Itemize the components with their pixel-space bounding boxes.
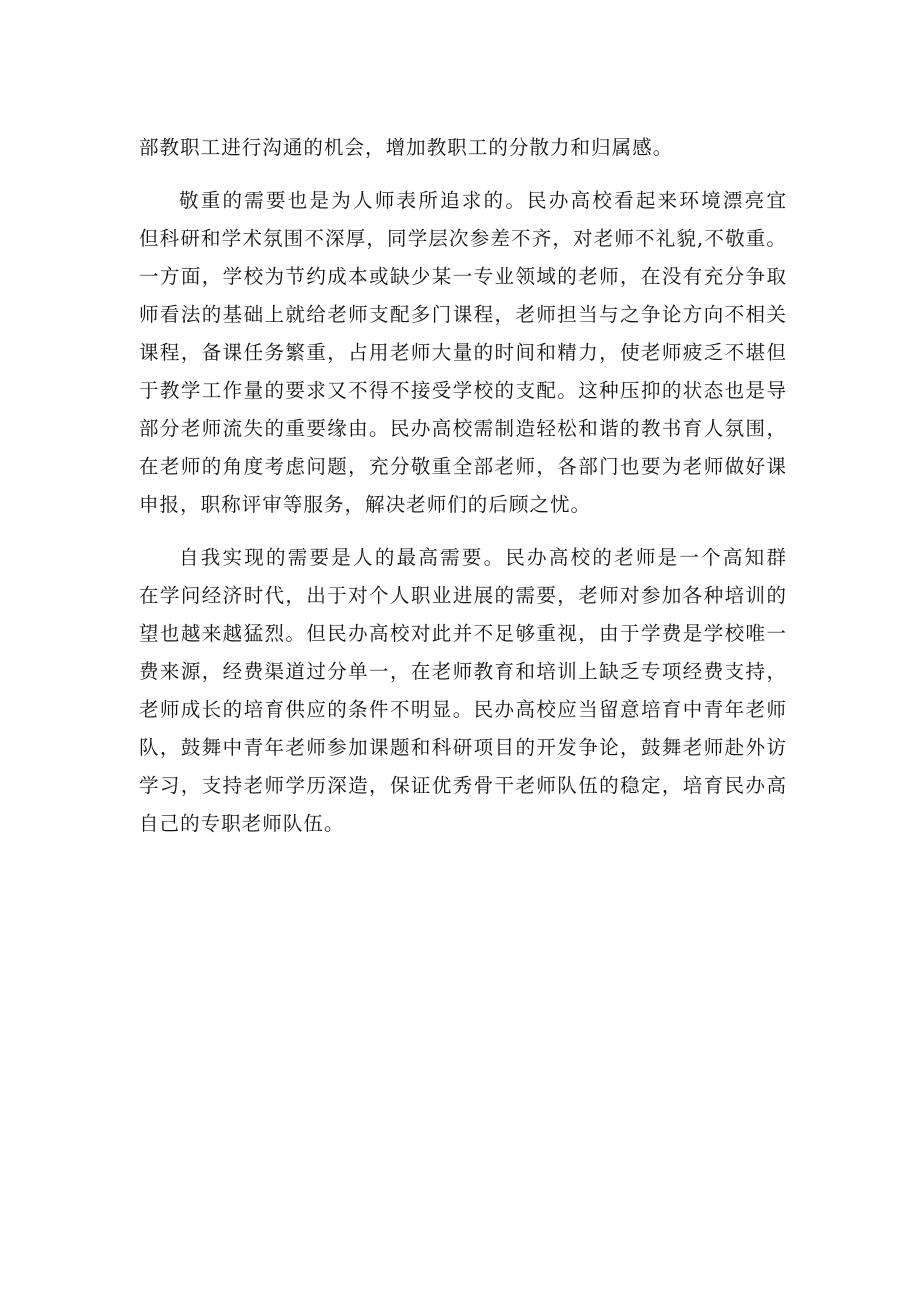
text-line: 望也越来越猛烈。但民办高校对此并不足够重视，由于学费是学校唯一 [139,622,787,645]
text-line: 课程，备课任务繁重，占用老师大量的时间和精力，使老师疲乏不堪但 [139,341,787,364]
text-line: 自己的专职老师队伍。 [139,812,345,835]
text-line: 于教学工作量的要求又不得不接受学校的支配。这种压抑的状态也是导 [139,379,787,402]
document-body [139,129,787,843]
text-line: 自我实现的需要是人的最高需要。民办高校的老师是一个高知群 [179,546,787,569]
paragraph-3 [139,539,787,843]
paragraph-2 [139,182,787,524]
text-line: 一方面，学校为节约成本或缺少某一专业领域的老师，在没有充分争取 [139,265,787,288]
text-line: 但科研和学术氛围不深厚，同学层次参差不齐，对老师不礼貌,不敬重。 [139,227,787,250]
text-line: 敬重的需要也是为人师表所追求的。民办高校看起来环境漂亮宜 [179,189,787,212]
text-line: 老师成长的培育供应的条件不明显。民办高校应当留意培育中青年老师 [139,698,787,721]
text-line: 师看法的基础上就给老师支配多门课程，老师担当与之争论方向不相关 [139,303,787,326]
text-line: 在学问经济时代，出于对个人职业进展的需要，老师对参加各种培训的 [139,584,787,607]
text-line: 在老师的角度考虑问题，充分敬重全部老师，各部门也要为老师做好课 [139,455,787,478]
text-line: 部教职工进行沟通的机会，增加教职工的分散力和归属感。 [139,136,674,159]
text-line: 学习，支持老师学历深造，保证优秀骨干老师队伍的稳定，培育民办高 [139,774,787,797]
text-line: 部分老师流失的重要缘由。民办高校需制造轻松和谐的教书育人氛围， [139,417,787,440]
paragraph-1 [139,129,787,167]
text-line: 申报，职称评审等服务，解决老师们的后顾之忧。 [139,493,592,516]
text-line: 队，鼓舞中青年老师参加课题和科研项目的开发争论，鼓舞老师赴外访 [139,736,787,759]
text-line: 费来源，经费渠道过分单一，在老师教育和培训上缺乏专项经费支持， [139,660,787,683]
